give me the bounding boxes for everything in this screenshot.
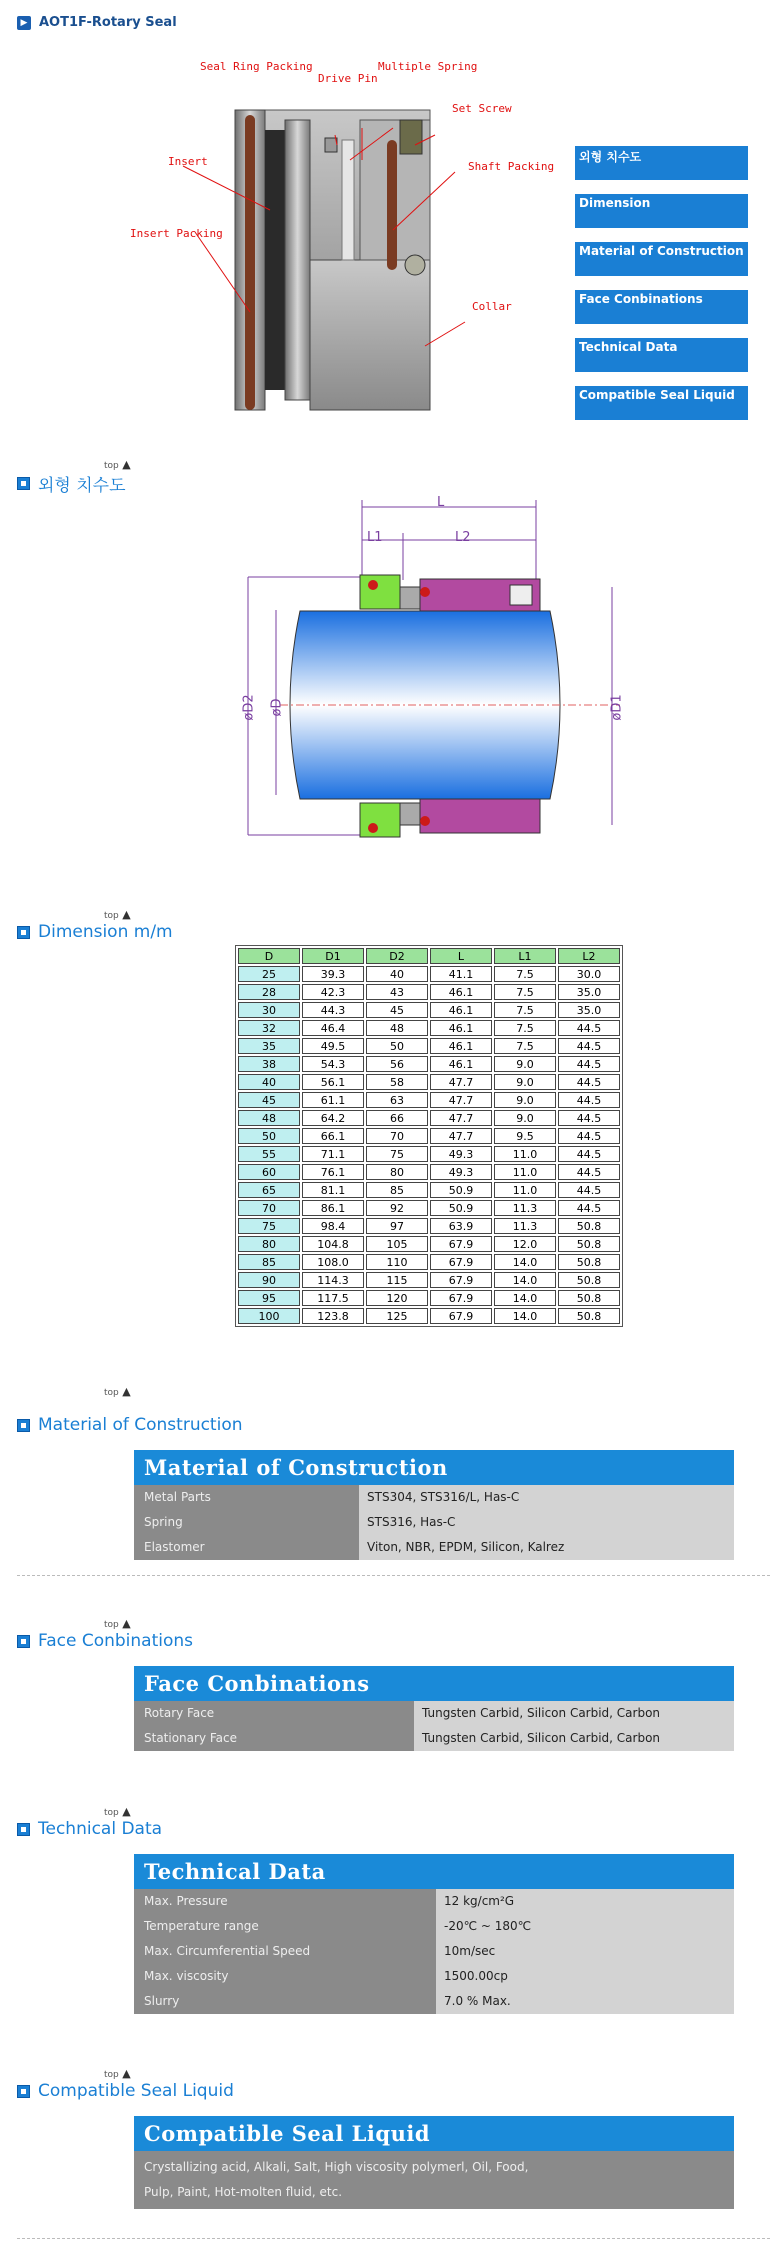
table-cell: 46.4 [302, 1020, 364, 1036]
table-cell: 86.1 [302, 1200, 364, 1216]
table-cell: 28 [238, 984, 300, 1000]
table-cell: 44.5 [558, 1020, 620, 1036]
spec-row: Max. Circumferential Speed 10m/sec [134, 1939, 734, 1964]
dim-label-d2: øD2 [241, 694, 257, 721]
table-cell: 54.3 [302, 1056, 364, 1072]
table-cell: 46.1 [430, 1056, 492, 1072]
table-cell: 11.3 [494, 1218, 556, 1234]
section-liquid-heading: Compatible Seal Liquid [17, 2081, 234, 2101]
table-cell: 9.0 [494, 1074, 556, 1090]
side-link-dimension[interactable]: Dimension [579, 196, 651, 210]
table-row [238, 1002, 620, 1018]
face-box [134, 1666, 734, 1751]
table-cell: 50.9 [430, 1200, 492, 1216]
table-row [238, 984, 620, 1000]
dim-label-l: L [437, 495, 445, 510]
top-link[interactable]: top ▲ [104, 2067, 131, 2080]
spec-row: Metal Parts STS304, STS316/L, Has-C [134, 1485, 734, 1510]
table-cell: 14.0 [494, 1308, 556, 1324]
play-icon: ▶ [17, 16, 31, 30]
divider [17, 2238, 770, 2239]
table-cell: 92 [366, 1200, 428, 1216]
table-cell: 45 [366, 1002, 428, 1018]
table-cell: 75 [238, 1218, 300, 1234]
table-cell: 44.5 [558, 1110, 620, 1126]
table-cell: 65 [238, 1182, 300, 1198]
table-cell: 110 [366, 1254, 428, 1270]
table-row [238, 1128, 620, 1144]
table-cell: 50.8 [558, 1218, 620, 1234]
table-cell: 125 [366, 1308, 428, 1324]
table-cell: 49.5 [302, 1038, 364, 1054]
square-bullet-icon [17, 1419, 30, 1432]
top-link[interactable]: top ▲ [104, 1385, 131, 1398]
table-cell: 42.3 [302, 984, 364, 1000]
table-cell: 7.5 [494, 1002, 556, 1018]
liquid-title: Compatible Seal Liquid [134, 2116, 734, 2151]
table-cell: 67.9 [430, 1236, 492, 1252]
table-cell: 40 [238, 1074, 300, 1090]
table-row [238, 1254, 620, 1270]
table-cell: 50.8 [558, 1308, 620, 1324]
side-link-technical[interactable]: Technical Data [579, 340, 678, 354]
table-row [238, 966, 620, 982]
table-cell: 67.9 [430, 1308, 492, 1324]
table-cell: 7.5 [494, 966, 556, 982]
table-row [238, 1038, 620, 1054]
section-material-heading: Material of Construction [17, 1415, 243, 1435]
face-title: Face Conbinations [134, 1666, 734, 1701]
table-cell: 44.5 [558, 1182, 620, 1198]
square-bullet-icon [17, 477, 30, 490]
section-face-heading: Face Conbinations [17, 1631, 193, 1651]
table-cell: 14.0 [494, 1290, 556, 1306]
side-link-outline[interactable]: 외형 치수도 [577, 147, 643, 166]
top-link[interactable]: top ▲ [104, 908, 131, 921]
square-bullet-icon [17, 1635, 30, 1648]
table-cell: 108.0 [302, 1254, 364, 1270]
table-cell: 76.1 [302, 1164, 364, 1180]
table-cell: 11.3 [494, 1200, 556, 1216]
table-row [238, 1020, 620, 1036]
table-row [238, 1092, 620, 1108]
dimension-table [235, 945, 623, 1327]
table-cell: 50 [238, 1128, 300, 1144]
table-cell: 44.5 [558, 1128, 620, 1144]
table-cell: 66.1 [302, 1128, 364, 1144]
table-cell: 123.8 [302, 1308, 364, 1324]
table-cell: 40 [366, 966, 428, 982]
table-cell: 44.5 [558, 1092, 620, 1108]
table-cell: 12.0 [494, 1236, 556, 1252]
table-cell: 46.1 [430, 1038, 492, 1054]
page-title: ▶ AOT1F-Rotary Seal [17, 15, 177, 30]
table-cell: 49.3 [430, 1164, 492, 1180]
table-row [238, 1272, 620, 1288]
table-cell: 44.5 [558, 1200, 620, 1216]
table-cell: 9.0 [494, 1110, 556, 1126]
dim-label-d1: øD1 [609, 694, 625, 721]
table-cell: 61.1 [302, 1092, 364, 1108]
table-cell: 11.0 [494, 1182, 556, 1198]
table-header: D2 [366, 948, 428, 964]
table-cell: 81.1 [302, 1182, 364, 1198]
table-row [238, 1200, 620, 1216]
table-row [238, 1182, 620, 1198]
table-cell: 56.1 [302, 1074, 364, 1090]
table-cell: 7.5 [494, 1020, 556, 1036]
table-cell: 114.3 [302, 1272, 364, 1288]
label-set-screw: Set Screw [452, 102, 512, 115]
table-header: D1 [302, 948, 364, 964]
liquid-text: Crystallizing acid, Alkali, Salt, High viscosity polymerl, Oil, Food, Pulp, Paint, Hot-molten fluid, etc. [134, 2151, 734, 2209]
table-cell: 35.0 [558, 984, 620, 1000]
table-cell: 56 [366, 1056, 428, 1072]
table-cell: 66 [366, 1110, 428, 1126]
table-cell: 95 [238, 1290, 300, 1306]
square-bullet-icon [17, 1823, 30, 1836]
side-link-material[interactable]: Material of Construction [579, 244, 744, 258]
label-drive-pin: Drive Pin [318, 72, 378, 85]
section-outline-heading: 외형 치수도 [17, 471, 126, 496]
table-cell: 115 [366, 1272, 428, 1288]
table-cell: 117.5 [302, 1290, 364, 1306]
table-row [238, 1074, 620, 1090]
table-cell: 48 [238, 1110, 300, 1126]
table-cell: 97 [366, 1218, 428, 1234]
material-box [134, 1450, 734, 1560]
table-cell: 67.9 [430, 1290, 492, 1306]
table-cell: 9.0 [494, 1056, 556, 1072]
table-cell: 11.0 [494, 1164, 556, 1180]
top-link[interactable]: top ▲ [104, 1617, 131, 1630]
table-cell: 50.8 [558, 1272, 620, 1288]
table-cell: 50.9 [430, 1182, 492, 1198]
table-cell: 70 [366, 1128, 428, 1144]
table-cell: 39.3 [302, 966, 364, 982]
table-cell: 63 [366, 1092, 428, 1108]
table-cell: 63.9 [430, 1218, 492, 1234]
table-cell: 58 [366, 1074, 428, 1090]
table-cell: 44.5 [558, 1038, 620, 1054]
table-cell: 38 [238, 1056, 300, 1072]
table-cell: 85 [366, 1182, 428, 1198]
square-bullet-icon [17, 2085, 30, 2098]
table-cell: 80 [238, 1236, 300, 1252]
table-header: L2 [558, 948, 620, 964]
table-row [238, 1218, 620, 1234]
table-cell: 67.9 [430, 1272, 492, 1288]
table-cell: 67.9 [430, 1254, 492, 1270]
table-cell: 35 [238, 1038, 300, 1054]
spec-row: Elastomer Viton, NBR, EPDM, Silicon, Kalrez [134, 1535, 734, 1560]
table-cell: 7.5 [494, 1038, 556, 1054]
table-cell: 45 [238, 1092, 300, 1108]
table-row [238, 1308, 620, 1324]
table-cell: 9.0 [494, 1092, 556, 1108]
table-cell: 60 [238, 1164, 300, 1180]
table-cell: 98.4 [302, 1218, 364, 1234]
table-cell: 49.3 [430, 1146, 492, 1162]
material-title: Material of Construction [134, 1450, 734, 1485]
section-dimension-heading: Dimension m/m [17, 922, 173, 942]
table-cell: 44.3 [302, 1002, 364, 1018]
table-row [238, 1056, 620, 1072]
spec-row: Max. viscosity 1500.00cp [134, 1964, 734, 1989]
table-cell: 47.7 [430, 1092, 492, 1108]
table-cell: 47.7 [430, 1128, 492, 1144]
table-cell: 46.1 [430, 1020, 492, 1036]
technical-title: Technical Data [134, 1854, 734, 1889]
label-insert: Insert [168, 155, 208, 168]
table-cell: 11.0 [494, 1146, 556, 1162]
liquid-box [134, 2116, 734, 2209]
dim-label-l2: L2 [455, 530, 471, 545]
table-cell: 71.1 [302, 1146, 364, 1162]
table-cell: 25 [238, 966, 300, 982]
spec-row: Temperature range -20℃ ~ 180℃ [134, 1914, 734, 1939]
table-cell: 75 [366, 1146, 428, 1162]
table-cell: 44.5 [558, 1146, 620, 1162]
table-cell: 14.0 [494, 1254, 556, 1270]
table-cell: 50.8 [558, 1236, 620, 1252]
side-link-face[interactable]: Face Conbinations [579, 292, 703, 306]
spec-row: Spring STS316, Has-C [134, 1510, 734, 1535]
top-link[interactable]: top ▲ [104, 1805, 131, 1818]
table-cell: 30.0 [558, 966, 620, 982]
table-cell: 50 [366, 1038, 428, 1054]
table-cell: 48 [366, 1020, 428, 1036]
side-link-liquid[interactable]: Compatible Seal Liquid [579, 388, 735, 402]
table-cell: 85 [238, 1254, 300, 1270]
dim-label-l1: L1 [367, 530, 383, 545]
table-cell: 105 [366, 1236, 428, 1252]
table-cell: 50.8 [558, 1290, 620, 1306]
table-header: L [430, 948, 492, 964]
top-link[interactable]: top ▲ [104, 458, 131, 471]
table-cell: 64.2 [302, 1110, 364, 1126]
side-nav [575, 146, 748, 434]
label-seal-ring-packing: Seal Ring Packing [200, 60, 313, 73]
table-cell: 70 [238, 1200, 300, 1216]
table-row [238, 1290, 620, 1306]
table-cell: 32 [238, 1020, 300, 1036]
table-cell: 43 [366, 984, 428, 1000]
table-cell: 44.5 [558, 1164, 620, 1180]
table-row [238, 1110, 620, 1126]
table-cell: 46.1 [430, 1002, 492, 1018]
table-header: D [238, 948, 300, 964]
table-cell: 7.5 [494, 984, 556, 1000]
technical-box [134, 1854, 734, 2014]
table-cell: 46.1 [430, 984, 492, 1000]
divider [17, 1575, 770, 1576]
table-cell: 55 [238, 1146, 300, 1162]
label-insert-packing: Insert Packing [130, 227, 223, 240]
table-cell: 80 [366, 1164, 428, 1180]
spec-row: Max. Pressure 12 kg/cm²G [134, 1889, 734, 1914]
table-cell: 90 [238, 1272, 300, 1288]
table-cell: 50.8 [558, 1254, 620, 1270]
table-row [238, 1164, 620, 1180]
section-technical-heading: Technical Data [17, 1819, 162, 1839]
table-cell: 104.8 [302, 1236, 364, 1252]
table-cell: 30 [238, 1002, 300, 1018]
dim-label-d: øD [269, 698, 285, 717]
table-cell: 100 [238, 1308, 300, 1324]
spec-row: Slurry 7.0 % Max. [134, 1989, 734, 2014]
table-cell: 44.5 [558, 1056, 620, 1072]
spec-row: Stationary Face Tungsten Carbid, Silicon Carbid, Carbon [134, 1726, 734, 1751]
label-collar: Collar [472, 300, 512, 313]
table-cell: 35.0 [558, 1002, 620, 1018]
table-header: L1 [494, 948, 556, 964]
dimension-drawing [240, 495, 640, 855]
table-cell: 44.5 [558, 1074, 620, 1090]
table-cell: 9.5 [494, 1128, 556, 1144]
table-row [238, 1236, 620, 1252]
table-cell: 47.7 [430, 1074, 492, 1090]
spec-row: Rotary Face Tungsten Carbid, Silicon Carbid, Carbon [134, 1701, 734, 1726]
label-multiple-spring: Multiple Spring [378, 60, 478, 73]
square-bullet-icon [17, 926, 30, 939]
label-shaft-packing: Shaft Packing [468, 160, 555, 173]
table-cell: 41.1 [430, 966, 492, 982]
table-cell: 14.0 [494, 1272, 556, 1288]
table-cell: 120 [366, 1290, 428, 1306]
table-cell: 47.7 [430, 1110, 492, 1126]
table-row [238, 1146, 620, 1162]
